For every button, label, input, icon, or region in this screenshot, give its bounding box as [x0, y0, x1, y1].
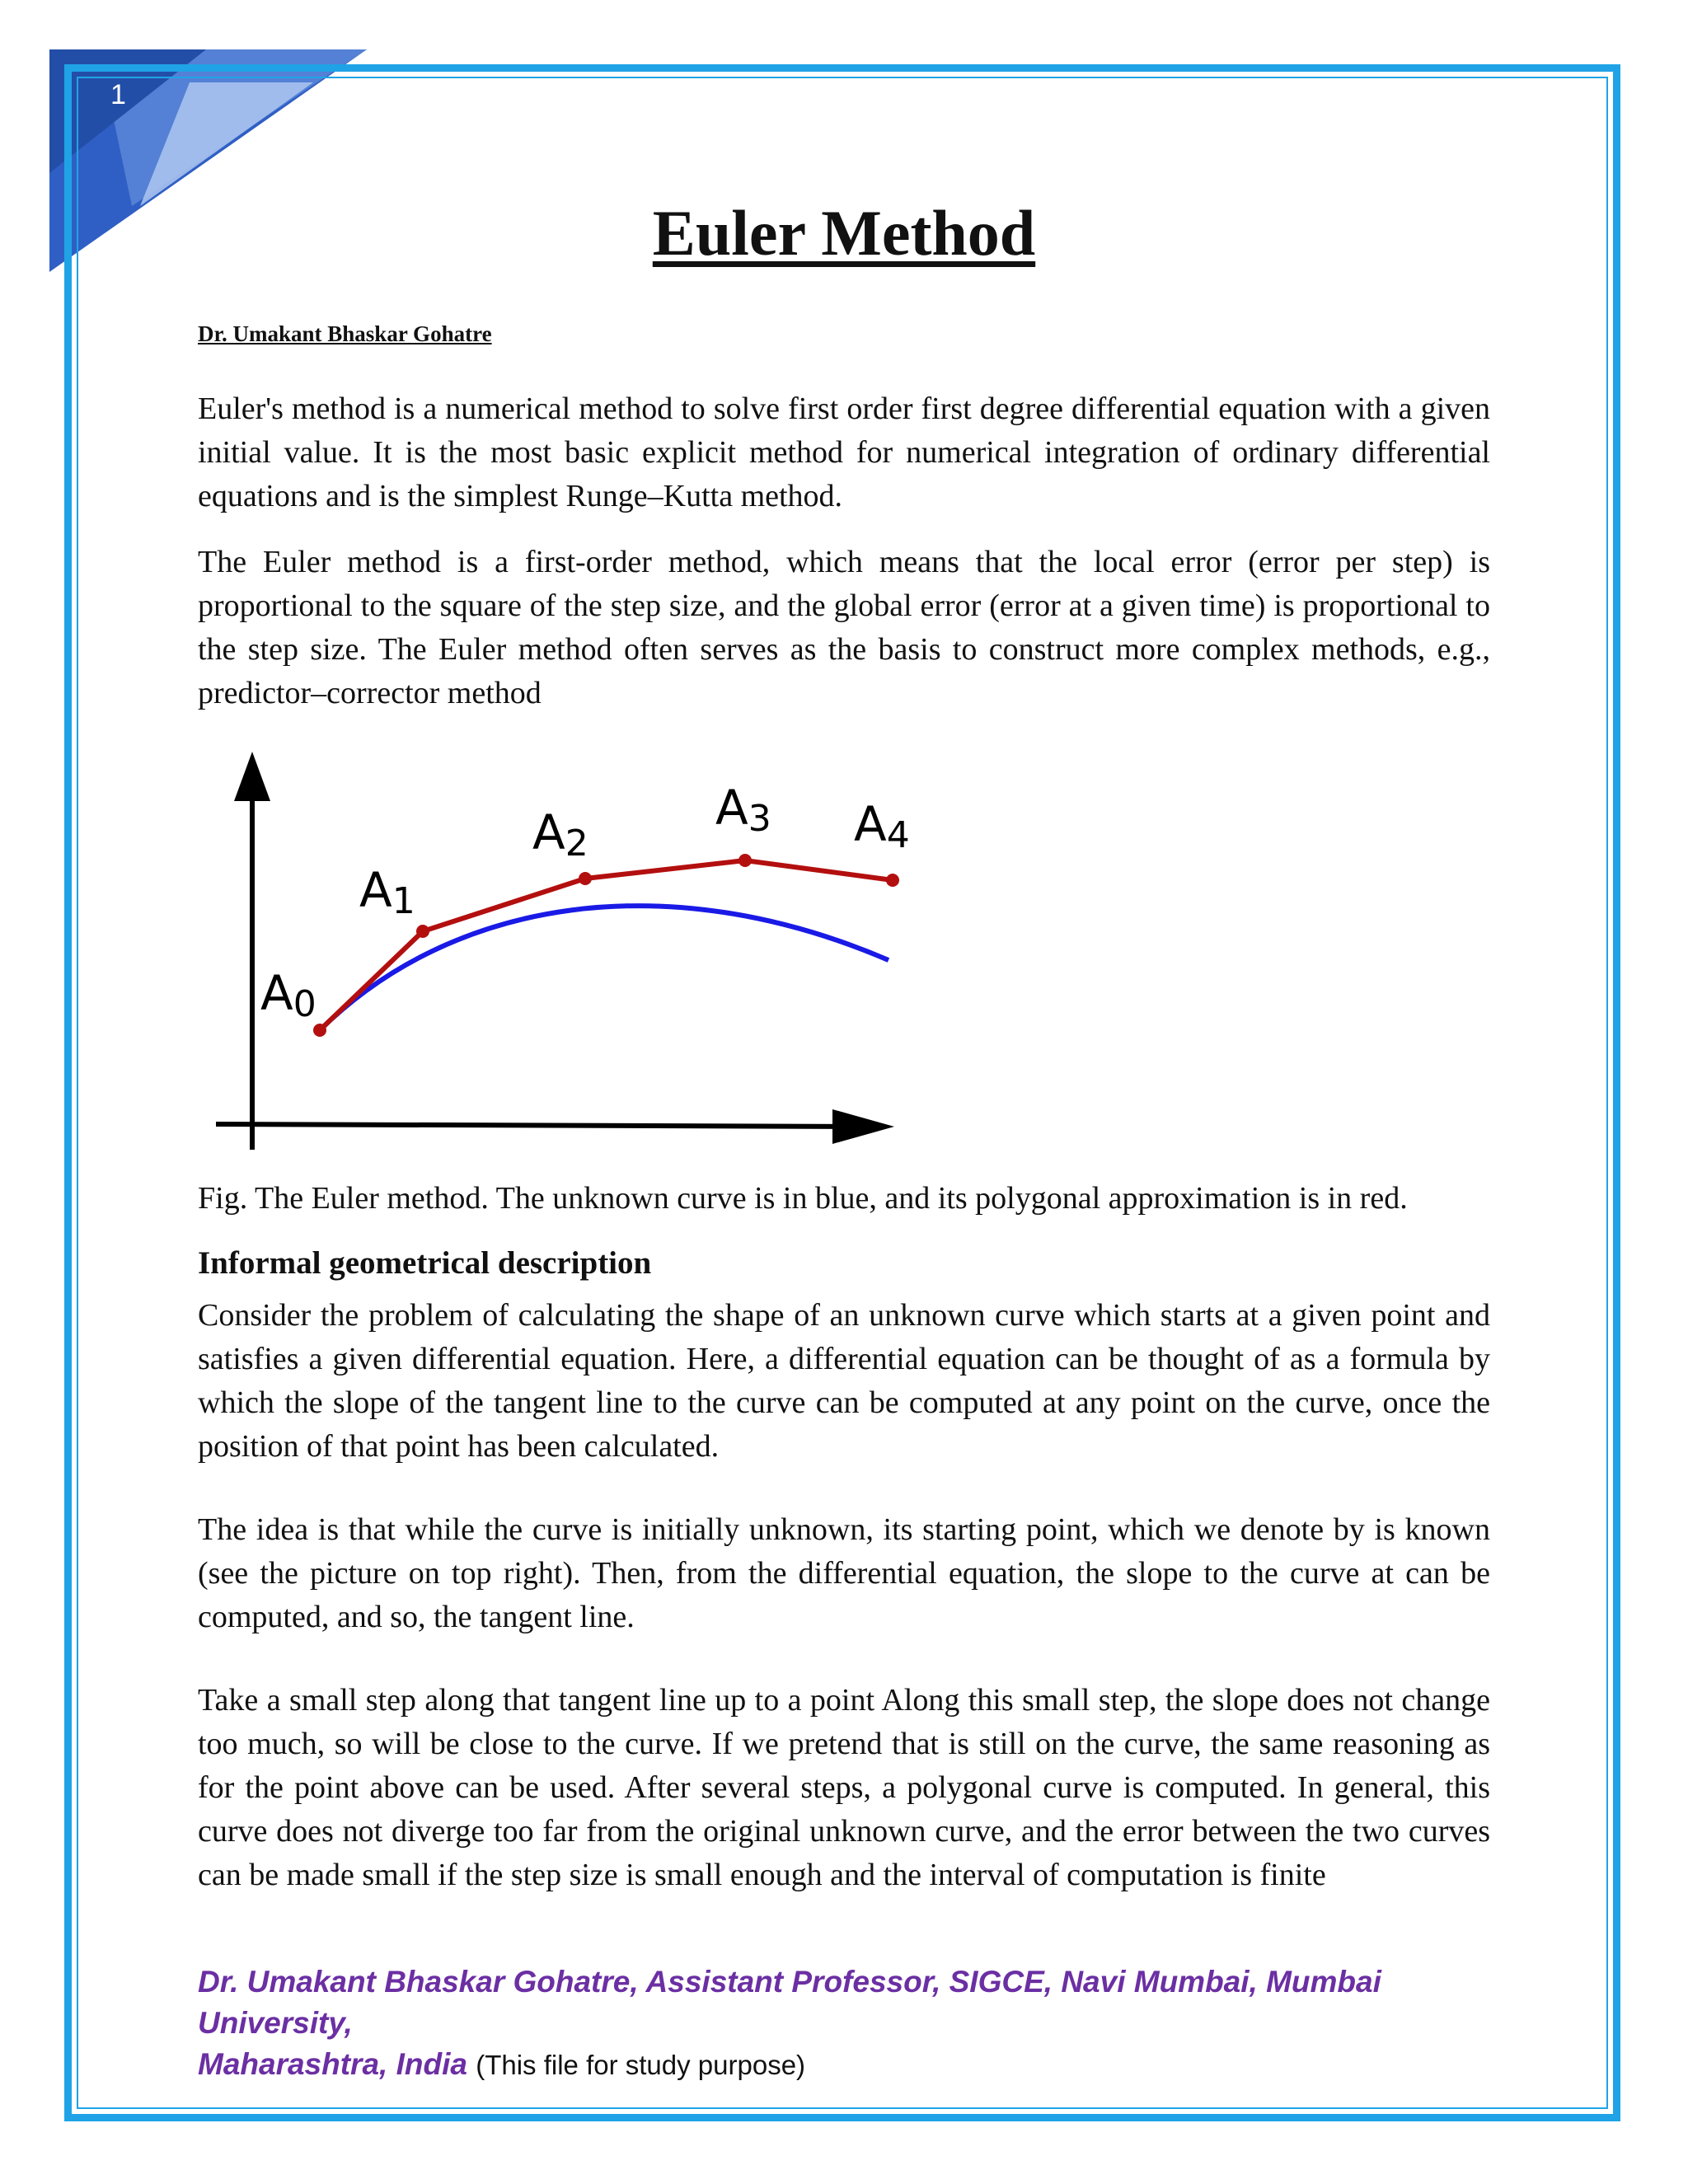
x-axis — [216, 1124, 865, 1127]
euler-figure — [206, 742, 948, 1162]
footer-note: (This file for study purpose) — [476, 2050, 806, 2080]
page-number: 1 — [110, 79, 126, 110]
paragraph-steps: Take a small step along that tangent line up to a point Along this small step, the slope does not change too much, so will be close to the curve. If we pretend that is still on the curve, the same reasoning as for the point above can be used. After several steps, a polygonal curve is computed. In general, this curve does not diverge too far from the original unknown curve, and the error between the two curves can be made small if the step size is small enough and the interval of computation is finite — [198, 1683, 1490, 1892]
point-a3 — [738, 854, 752, 867]
footer-credit — [198, 1961, 1517, 2086]
footer-credit-line2: Maharashtra, India — [198, 2047, 467, 2081]
label-a4: A4 — [854, 796, 910, 856]
point-a0 — [313, 1024, 326, 1037]
author-name: Dr. Umakant Bhaskar Gohatre — [198, 321, 492, 346]
y-axis-arrow — [234, 752, 270, 801]
label-a0: A0 — [260, 965, 316, 1025]
point-a4 — [886, 874, 899, 887]
exact-curve — [320, 906, 889, 1030]
paragraph-geometry: Consider the problem of calculating the shape of an unknown curve which starts at a given point and satisfies a given differential equation. Here, a differential equation can be thought of as a formula by which the slope of the tangent line to the curve can be computed at any point on the curve, once the position of that point has been calculated. — [198, 1298, 1490, 1464]
page-title: Euler Method — [652, 197, 1036, 269]
x-axis-arrow — [832, 1109, 894, 1144]
paragraph-order: The Euler method is a first-order method, which means that the local error (error per step) is proportional to the square of the step size, and the global error (error at a given time) is proportional to the step size. The Euler method often serves as the basis to construct more complex methods, e.g., predictor–corrector method — [198, 545, 1490, 710]
paragraph-idea: The idea is that while the curve is initially unknown, its starting point, which we denote by is known (see the picture on top right). Then, from the differential equation, the slope to the curve at can be computed, and so, the tangent line. — [198, 1512, 1490, 1634]
label-a1: A1 — [359, 862, 415, 922]
figure-caption: Fig. The Euler method. The unknown curve is in blue, and its polygonal approximation is in red. — [198, 1181, 1408, 1216]
section-heading: Informal geometrical description — [198, 1245, 652, 1281]
point-a1 — [416, 925, 429, 938]
point-a2 — [579, 872, 592, 885]
paragraph-intro: Euler's method is a numerical method to solve first order first degree differential equation with a given initial value. It is the most basic explicit method for numerical integration of ordinary differential equations and is the simplest Runge–Kutta method. — [198, 391, 1490, 513]
label-a2: A2 — [532, 804, 588, 865]
label-a3: A3 — [715, 780, 771, 840]
footer-credit-line1: Dr. Umakant Bhaskar Gohatre, Assistant Professor, SIGCE, Navi Mumbai, Mumbai University, — [198, 1965, 1381, 2040]
